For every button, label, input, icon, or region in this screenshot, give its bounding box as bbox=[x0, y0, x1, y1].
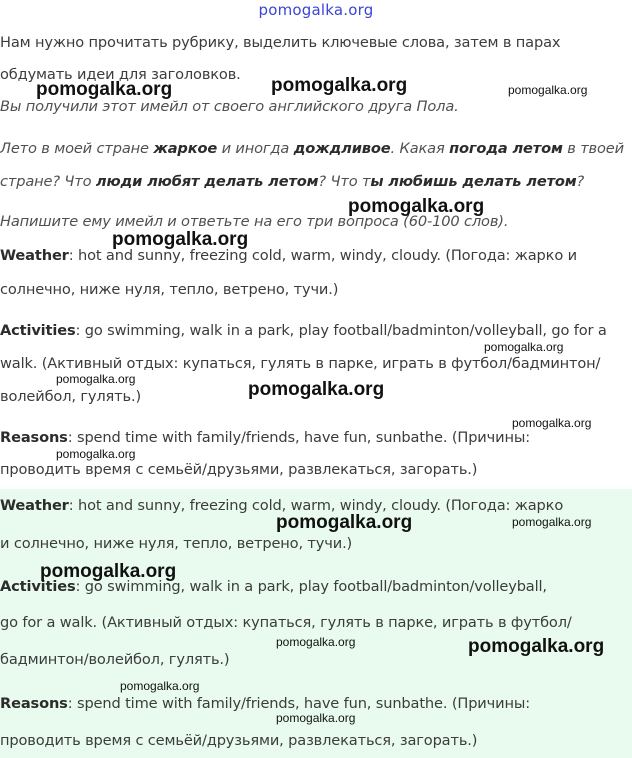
notes-activities-line-1: Activities: go swimming, walk in a park, play football/badminton/volleyball, go for a bbox=[0, 322, 607, 339]
watermark: pomogalka.org bbox=[36, 79, 173, 100]
watermark: pomogalka.org bbox=[508, 83, 588, 97]
watermark: pomogalka.org bbox=[468, 636, 605, 657]
watermark: pomogalka.org bbox=[120, 679, 200, 693]
notes-activities-line-3: волейбол, гулять.) bbox=[0, 388, 142, 405]
answer-activities-line-2: go for a walk. (Активный отдых: купаться, гулять в парке, играть в футбол/ bbox=[0, 614, 572, 631]
notes-activities-line-2: walk. (Активный отдых: купаться, гулять в парке, играть в футбол/бадминтон/ bbox=[0, 355, 601, 372]
intro-line-2: обдумать идеи для заголовков. bbox=[0, 66, 241, 83]
watermark: pomogalka.org bbox=[271, 75, 408, 96]
letter-intro: Вы получили этот имейл от своего английского друга Пола. bbox=[0, 98, 459, 115]
task-instruction: Напишите ему имейл и ответьте на его три вопроса (60-100 слов). bbox=[0, 213, 509, 230]
watermark: pomogalka.org bbox=[276, 711, 356, 725]
watermark: pomogalka.org bbox=[484, 340, 564, 354]
notes-reasons-line-2: проводить время с семьёй/друзьями, развлекаться, загорать.) bbox=[0, 461, 478, 478]
letter-line-2: стране? Что люди любят делать летом? Что ты любишь делать летом? bbox=[0, 173, 585, 190]
watermark: pomogalka.org bbox=[248, 379, 385, 400]
answer-reasons-line-2: проводить время с семьёй/друзьями, развлекаться, загорать.) bbox=[0, 732, 478, 749]
answer-reasons-line-1: Reasons: spend time with family/friends, have fun, sunbathe. (Причины: bbox=[0, 695, 530, 712]
site-header-logo[interactable]: pomogalka.org bbox=[258, 1, 374, 19]
answer-activities-line-3: бадминтон/волейбол, гулять.) bbox=[0, 651, 230, 668]
watermark: pomogalka.org bbox=[512, 515, 592, 529]
notes-reasons-line-1: Reasons: spend time with family/friends, have fun, sunbathe. (Причины: bbox=[0, 429, 530, 446]
watermark: pomogalka.org bbox=[512, 416, 592, 430]
answer-weather-line-1: Weather: hot and sunny, freezing cold, warm, windy, cloudy. (Погода: жарко bbox=[0, 497, 564, 514]
notes-weather-line-2: солнечно, ниже нуля, тепло, ветрено, тучи.) bbox=[0, 281, 339, 298]
watermark: pomogalka.org bbox=[56, 447, 136, 461]
watermark: pomogalka.org bbox=[56, 372, 136, 386]
watermark: pomogalka.org bbox=[112, 229, 249, 250]
notes-weather-line-1: Weather: hot and sunny, freezing cold, warm, windy, cloudy. (Погода: жарко и bbox=[0, 247, 577, 264]
answer-activities-line-1: Activities: go swimming, walk in a park, play football/badminton/volleyball, bbox=[0, 578, 547, 595]
letter-line-1: Лето в моей стране жаркое и иногда дождливое. Какая погода летом в твоей bbox=[0, 140, 624, 157]
intro-line-1: Нам нужно прочитать рубрику, выделить ключевые слова, затем в парах bbox=[0, 34, 561, 51]
watermark: pomogalka.org bbox=[276, 512, 413, 533]
watermark: pomogalka.org bbox=[40, 561, 177, 582]
watermark: pomogalka.org bbox=[276, 635, 356, 649]
answer-weather-line-2: и солнечно, ниже нуля, тепло, ветрено, тучи.) bbox=[0, 535, 353, 552]
watermark: pomogalka.org bbox=[348, 196, 485, 217]
